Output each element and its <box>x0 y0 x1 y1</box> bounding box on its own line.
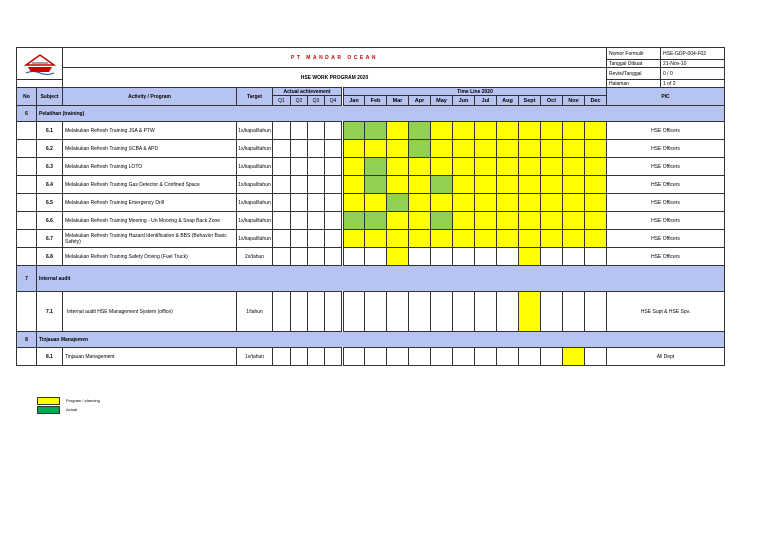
quarter-cell <box>291 230 308 248</box>
quarter-cell <box>291 158 308 176</box>
quarter-cell <box>273 248 291 266</box>
month-cell <box>431 176 453 194</box>
quarter-cell <box>308 230 325 248</box>
month-cell <box>343 248 365 266</box>
month-cell <box>541 230 563 248</box>
month-cell <box>563 122 585 140</box>
month-cell <box>563 176 585 194</box>
row-subject: 6.5 <box>37 194 63 212</box>
section-title: Internal audit <box>37 266 725 292</box>
row-target: 1x/kapal/tahun <box>237 122 273 140</box>
month-cell <box>519 158 541 176</box>
month-cell <box>409 140 431 158</box>
quarter-cell <box>308 122 325 140</box>
month-cell <box>475 122 497 140</box>
month-cell <box>387 194 409 212</box>
month-cell <box>563 248 585 266</box>
row-target: 2x/tahun <box>237 248 273 266</box>
meta-label: Halaman <box>607 80 661 88</box>
month-cell <box>409 158 431 176</box>
month-cell <box>343 212 365 230</box>
company-logo <box>17 53 62 75</box>
header-target: Target <box>237 88 273 106</box>
legend <box>37 396 100 414</box>
month-cell <box>387 158 409 176</box>
month-cell <box>387 212 409 230</box>
month-cell <box>585 176 607 194</box>
month-cell <box>519 248 541 266</box>
row-target: 1x/tahun <box>237 348 273 366</box>
month-cell <box>343 158 365 176</box>
month-cell <box>497 140 519 158</box>
month-cell <box>585 158 607 176</box>
month-cell <box>585 230 607 248</box>
meta-label: Revisi/Tanggal <box>607 68 661 80</box>
month-cell <box>519 176 541 194</box>
month-cell <box>431 194 453 212</box>
month-cell <box>409 248 431 266</box>
month-cell <box>409 292 431 332</box>
ship-logo-icon <box>23 53 57 75</box>
month-cell <box>519 194 541 212</box>
month-cell <box>431 292 453 332</box>
row-subject: 7.1 <box>37 292 63 332</box>
month-cell <box>409 212 431 230</box>
quarter-cell <box>325 248 343 266</box>
quarter-cell <box>291 176 308 194</box>
month-cell <box>541 348 563 366</box>
row-pic: HSE Officers <box>607 248 725 266</box>
quarter-cell <box>325 230 343 248</box>
month-cell <box>431 230 453 248</box>
month-cell <box>497 292 519 332</box>
month-cell <box>431 212 453 230</box>
month-cell <box>343 230 365 248</box>
quarter-cell <box>291 248 308 266</box>
row-activity: Melakukan Refresh Training Emergency Drill <box>63 194 237 212</box>
quarter-cell <box>273 292 291 332</box>
company-name: PT MANDAR OCEAN <box>63 48 607 68</box>
month-cell <box>497 176 519 194</box>
section-title: Tinjauan Manajemen <box>37 332 725 348</box>
row-pic: HSE Officers <box>607 212 725 230</box>
row-target: 1x/kapal/tahun <box>237 176 273 194</box>
month-cell <box>431 140 453 158</box>
table-row <box>17 292 725 332</box>
month-cell <box>585 348 607 366</box>
month-cell <box>497 248 519 266</box>
month-cell <box>519 230 541 248</box>
quarter-cell <box>308 212 325 230</box>
work-program-sheet <box>16 47 725 366</box>
month-cell <box>585 292 607 332</box>
quarter-cell <box>308 348 325 366</box>
month-cell <box>519 140 541 158</box>
header-actual: Actual achievement <box>273 88 343 96</box>
month-cell <box>409 122 431 140</box>
month-cell <box>387 122 409 140</box>
row-subject: 6.3 <box>37 158 63 176</box>
header-month: Dec <box>585 96 607 106</box>
month-cell <box>387 230 409 248</box>
month-cell <box>431 248 453 266</box>
month-cell <box>365 292 387 332</box>
table-row <box>17 230 725 248</box>
quarter-cell <box>291 348 308 366</box>
quarter-cell <box>325 122 343 140</box>
month-cell <box>475 140 497 158</box>
month-cell <box>497 194 519 212</box>
month-cell <box>343 140 365 158</box>
meta-value: 0 / 0 <box>661 68 725 80</box>
month-cell <box>519 122 541 140</box>
month-cell <box>563 348 585 366</box>
row-activity: Melakukan Refresh Training JSA & PTW <box>63 122 237 140</box>
quarter-cell <box>273 212 291 230</box>
month-cell <box>365 212 387 230</box>
meta-value: 21-Nov-10 <box>661 60 725 68</box>
month-cell <box>453 140 475 158</box>
month-cell <box>409 194 431 212</box>
header-month: Nov <box>563 96 585 106</box>
month-cell <box>343 176 365 194</box>
month-cell <box>519 292 541 332</box>
month-cell <box>541 176 563 194</box>
table-row <box>17 176 725 194</box>
quarter-cell <box>273 194 291 212</box>
month-cell <box>453 122 475 140</box>
month-cell <box>475 248 497 266</box>
quarter-cell <box>325 212 343 230</box>
quarter-cell <box>308 194 325 212</box>
row-subject: 6.1 <box>37 122 63 140</box>
program-table <box>16 47 725 366</box>
header-month: Feb <box>365 96 387 106</box>
header-subject: Subject <box>37 88 63 106</box>
month-cell <box>453 292 475 332</box>
quarter-cell <box>325 348 343 366</box>
row-target: 1x/kapal/tahun <box>237 194 273 212</box>
month-cell <box>365 194 387 212</box>
section-number: 6 <box>17 106 37 122</box>
header-no: No <box>17 88 37 106</box>
month-cell <box>365 230 387 248</box>
quarter-cell <box>291 292 308 332</box>
month-cell <box>475 292 497 332</box>
quarter-cell <box>308 292 325 332</box>
quarter-cell <box>273 348 291 366</box>
month-cell <box>563 292 585 332</box>
header-quarter: Q4 <box>325 96 343 106</box>
month-cell <box>387 348 409 366</box>
month-cell <box>453 212 475 230</box>
header-month: May <box>431 96 453 106</box>
month-cell <box>563 158 585 176</box>
month-cell <box>563 140 585 158</box>
table-row <box>17 348 725 366</box>
header-timeline: Time Line 2020 <box>343 88 607 96</box>
row-subject: 6.7 <box>37 230 63 248</box>
row-pic: HSE Officers <box>607 230 725 248</box>
header-activity: Activity / Program <box>63 88 237 106</box>
quarter-cell <box>308 248 325 266</box>
header-quarter: Q2 <box>291 96 308 106</box>
quarter-cell <box>308 176 325 194</box>
month-cell <box>563 230 585 248</box>
legend-swatch <box>37 406 60 414</box>
month-cell <box>475 348 497 366</box>
quarter-cell <box>308 158 325 176</box>
legend-label: Program / planning <box>66 398 100 403</box>
legend-item <box>37 396 100 405</box>
row-subject: 6.8 <box>37 248 63 266</box>
month-cell <box>431 158 453 176</box>
meta-label: Nomor Formulir <box>607 48 661 60</box>
month-cell <box>475 194 497 212</box>
table-row <box>17 248 725 266</box>
month-cell <box>409 230 431 248</box>
table-row <box>17 140 725 158</box>
month-cell <box>409 176 431 194</box>
month-cell <box>541 212 563 230</box>
header-month: Mar <box>387 96 409 106</box>
meta-value: 1 of 2 <box>661 80 725 88</box>
month-cell <box>387 140 409 158</box>
month-cell <box>387 176 409 194</box>
month-cell <box>453 230 475 248</box>
month-cell <box>475 158 497 176</box>
quarter-cell <box>291 212 308 230</box>
quarter-cell <box>291 194 308 212</box>
quarter-cell <box>291 140 308 158</box>
row-activity: Melakukan Refresh Training Safety Driving (Fuel Truck) <box>63 248 237 266</box>
quarter-cell <box>273 140 291 158</box>
quarter-cell <box>273 230 291 248</box>
month-cell <box>365 122 387 140</box>
quarter-cell <box>308 140 325 158</box>
row-activity: Melakukan Refresh Training SCBA & APD <box>63 140 237 158</box>
month-cell <box>541 158 563 176</box>
quarter-cell <box>273 176 291 194</box>
month-cell <box>475 230 497 248</box>
month-cell <box>497 158 519 176</box>
month-cell <box>343 122 365 140</box>
quarter-cell <box>325 292 343 332</box>
month-cell <box>343 348 365 366</box>
table-row <box>17 212 725 230</box>
meta-value: HSE-GDP-004-F02 <box>661 48 725 60</box>
header-pic: PIC <box>607 88 725 106</box>
row-pic: HSE Officers <box>607 158 725 176</box>
quarter-cell <box>325 194 343 212</box>
month-cell <box>453 176 475 194</box>
month-cell <box>585 194 607 212</box>
month-cell <box>431 348 453 366</box>
month-cell <box>453 194 475 212</box>
month-cell <box>497 122 519 140</box>
row-activity: Internal audit HSE Management System (office) <box>63 292 237 332</box>
row-subject: 6.2 <box>37 140 63 158</box>
month-cell <box>585 248 607 266</box>
row-pic: HSE Supt & HSE Spv. <box>607 292 725 332</box>
legend-item <box>37 405 100 414</box>
month-cell <box>563 212 585 230</box>
section-title: Pelatihan (training) <box>37 106 725 122</box>
header-month: Apr <box>409 96 431 106</box>
month-cell <box>387 248 409 266</box>
header-quarter: Q3 <box>308 96 325 106</box>
month-cell <box>585 140 607 158</box>
quarter-cell <box>325 158 343 176</box>
month-cell <box>365 248 387 266</box>
row-activity: Melakukan Refresh Training Gas Detector & Confined Space <box>63 176 237 194</box>
row-subject: 6.4 <box>37 176 63 194</box>
row-activity: Tinjauan Management <box>63 348 237 366</box>
row-target: 1x/kapal/tahun <box>237 230 273 248</box>
month-cell <box>475 212 497 230</box>
row-pic: HSE Officers <box>607 176 725 194</box>
month-cell <box>343 194 365 212</box>
month-cell <box>365 176 387 194</box>
month-cell <box>541 122 563 140</box>
row-target: 1/tahun <box>237 292 273 332</box>
month-cell <box>343 292 365 332</box>
month-cell <box>497 212 519 230</box>
section-number: 8 <box>17 332 37 348</box>
section-number: 7 <box>17 266 37 292</box>
meta-label: Tanggal Dibuat <box>607 60 661 68</box>
month-cell <box>541 292 563 332</box>
month-cell <box>585 122 607 140</box>
document-title: HSE WORK PROGRAM 2020 <box>63 68 607 88</box>
month-cell <box>365 140 387 158</box>
quarter-cell <box>291 122 308 140</box>
month-cell <box>541 248 563 266</box>
month-cell <box>409 348 431 366</box>
month-cell <box>497 230 519 248</box>
month-cell <box>431 122 453 140</box>
month-cell <box>453 248 475 266</box>
month-cell <box>453 348 475 366</box>
month-cell <box>585 212 607 230</box>
row-target: 1x/kapal/tahun <box>237 140 273 158</box>
row-activity: Melakukan Refresh Training Mooring - Un Mooring & Snap Back Zone <box>63 212 237 230</box>
quarter-cell <box>273 122 291 140</box>
month-cell <box>365 158 387 176</box>
row-target: 1x/kapal/tahun <box>237 212 273 230</box>
legend-label: Actual <box>66 407 78 412</box>
row-pic: All Dept <box>607 348 725 366</box>
quarter-cell <box>273 158 291 176</box>
header-month: Jul <box>475 96 497 106</box>
row-pic: HSE Officers <box>607 140 725 158</box>
legend-swatch <box>37 397 60 405</box>
month-cell <box>563 194 585 212</box>
quarter-cell <box>325 176 343 194</box>
table-row <box>17 194 725 212</box>
row-pic: HSE Officers <box>607 122 725 140</box>
month-cell <box>387 292 409 332</box>
month-cell <box>475 176 497 194</box>
header-month: Jun <box>453 96 475 106</box>
quarter-cell <box>325 140 343 158</box>
month-cell <box>541 194 563 212</box>
header-month: Sept <box>519 96 541 106</box>
header-month: Jan <box>343 96 365 106</box>
table-row <box>17 122 725 140</box>
table-row <box>17 158 725 176</box>
month-cell <box>541 140 563 158</box>
month-cell <box>519 212 541 230</box>
header-month: Aug <box>497 96 519 106</box>
row-activity: Melakukan Refresh Training LOTO <box>63 158 237 176</box>
month-cell <box>453 158 475 176</box>
month-cell <box>497 348 519 366</box>
row-subject: 8.1 <box>37 348 63 366</box>
row-target: 1x/kapal/tahun <box>237 158 273 176</box>
month-cell <box>519 348 541 366</box>
header-quarter: Q1 <box>273 96 291 106</box>
row-activity: Melakukan Refresh Training Hazard Identification & BBS (Behavior Basic Safety) <box>63 230 237 248</box>
row-pic: HSE Officers <box>607 194 725 212</box>
month-cell <box>365 348 387 366</box>
logo-cell <box>17 48 63 80</box>
header-month: Oct <box>541 96 563 106</box>
row-subject: 6.6 <box>37 212 63 230</box>
